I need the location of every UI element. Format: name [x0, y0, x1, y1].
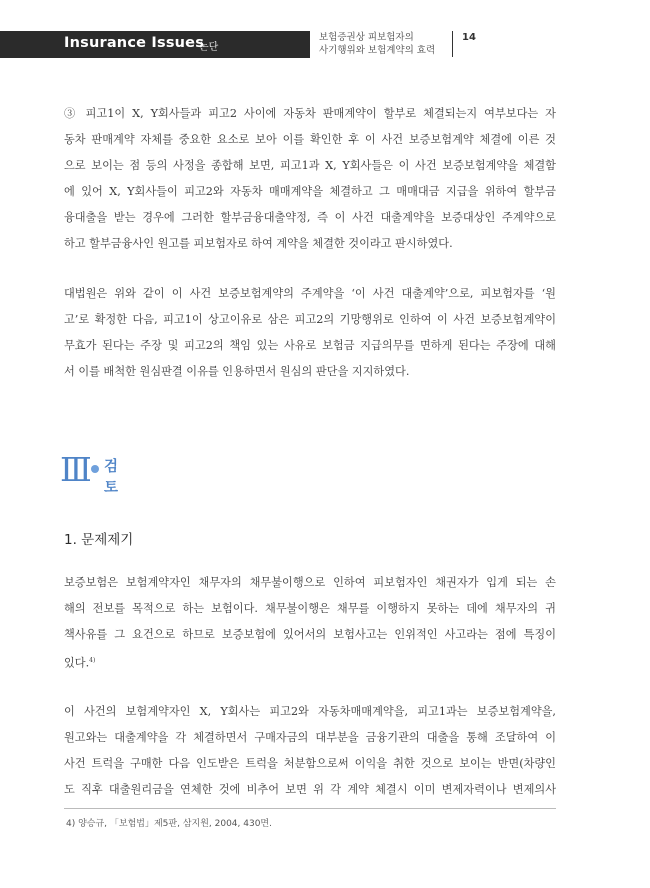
paragraph-line: 보증보험은 보험계약자인 채무자의 채무불이행으로 인하여 피보험자인 채권자가 입게 되는 손	[64, 576, 556, 589]
paragraph-line: 으로 보이는 점 등의 사정을 종합해 보면, 피고1과 X, Y회사들은 이 사건 보증보험계약을 체결함	[64, 159, 556, 172]
running-head-line: 보험증권상 피보험자의	[319, 32, 414, 43]
paragraph-3	[64, 570, 556, 677]
journal-title: Insurance Issues	[64, 35, 205, 51]
bullet-dot-icon	[91, 465, 99, 473]
paragraph-line: 고’로 확정한 다음, 피고1이 상고이유로 삼은 피고2의 기망행위로 인하여 이 사건 보증보험계약이	[64, 313, 556, 326]
running-head	[319, 31, 435, 57]
paragraph-line: 해의 전보를 목적으로 하는 보험이다. 채무불이행은 채무를 이행하지 못하는 데에 채무자의 귀	[64, 602, 556, 615]
paragraph-line: 사건 트럭을 구매한 다음 인도받은 트럭을 처분함으로써 이익을 취한 것으로 보이는 반면(차량인	[64, 757, 556, 770]
paragraph-line: 동차 판매계약 자체를 중요한 요소로 보아 이를 확인한 후 이 사건 보증보험계약 체결에 이른 것	[64, 133, 556, 146]
page-number: 14	[462, 32, 476, 43]
footnote: 4) 양승규, 「보험법」제5판, 삼지원, 2004, 430면.	[66, 819, 272, 829]
footnote-ref: 4)	[89, 657, 96, 664]
section-title: 검토	[104, 459, 119, 496]
paragraph-line-with-footnote	[64, 648, 556, 677]
paragraph-line: 서 이를 배척한 원심판결 이유를 인용하면서 원심의 판단을 지지하였다.	[64, 365, 410, 378]
paragraph-line: 하고 할부금융사인 원고를 피보험자로 하여 계약을 체결한 것이라고 판시하였다.	[64, 237, 453, 250]
paragraph-4	[64, 699, 556, 803]
paragraph-line: 도 직후 대출원리금을 연체한 것에 비추어 보면 위 각 계약 체결시 이미 변제자력이나 변제의사	[64, 783, 556, 796]
running-head-line: 사기행위와 보험계약의 효력	[319, 45, 436, 56]
paragraph-1	[64, 101, 556, 257]
subsection-title: 1. 문제제기	[64, 532, 134, 548]
paragraph-line: 이 사건의 보험계약자인 X, Y회사는 피고2와 자동차매매계약을, 피고1과는 보증보험계약을,	[64, 705, 556, 718]
section-tag: 논단	[199, 42, 219, 53]
footnote-divider	[64, 808, 556, 809]
header-bar	[0, 31, 310, 58]
paragraph-line: ③ 피고1이 X, Y회사들과 피고2 사이에 자동차 판매계약이 할부로 체결되는지 여부보다는 자	[64, 107, 556, 120]
paragraph-line: 있다.	[64, 656, 90, 670]
paragraph-2	[64, 281, 556, 385]
paragraph-line: 책사유를 그 요건으로 하므로 보증보험에 있어서의 보험사고는 인위적인 사고라는 점에 특징이	[64, 628, 556, 641]
header-divider	[452, 31, 453, 57]
paragraph-line: 대법원은 위와 같이 이 사건 보증보험계약의 주계약을 ‘이 사건 대출계약’으로, 피보험자를 ‘원	[64, 287, 556, 300]
paragraph-line: 무효가 된다는 주장 및 피고2의 책임 있는 사유로 보험금 지급의무를 면하게 된다는 주장에 대해	[64, 339, 556, 352]
paragraph-line: 에 있어 X, Y회사들이 피고2와 자동차 매매계약을 체결하고 그 매매대금 지급을 위하여 할부금	[64, 185, 556, 198]
paragraph-line: 융대출을 받는 경우에 그러한 할부금융대출약정, 즉 이 사건 대출계약을 보증대상인 주계약으로	[64, 211, 556, 224]
section-numeral: Ⅲ	[60, 450, 90, 489]
paragraph-line: 원고와는 대출계약을 각 체결하면서 구매자금의 대부분을 금융기관의 대출을 통해 조달하여 이	[64, 731, 556, 744]
